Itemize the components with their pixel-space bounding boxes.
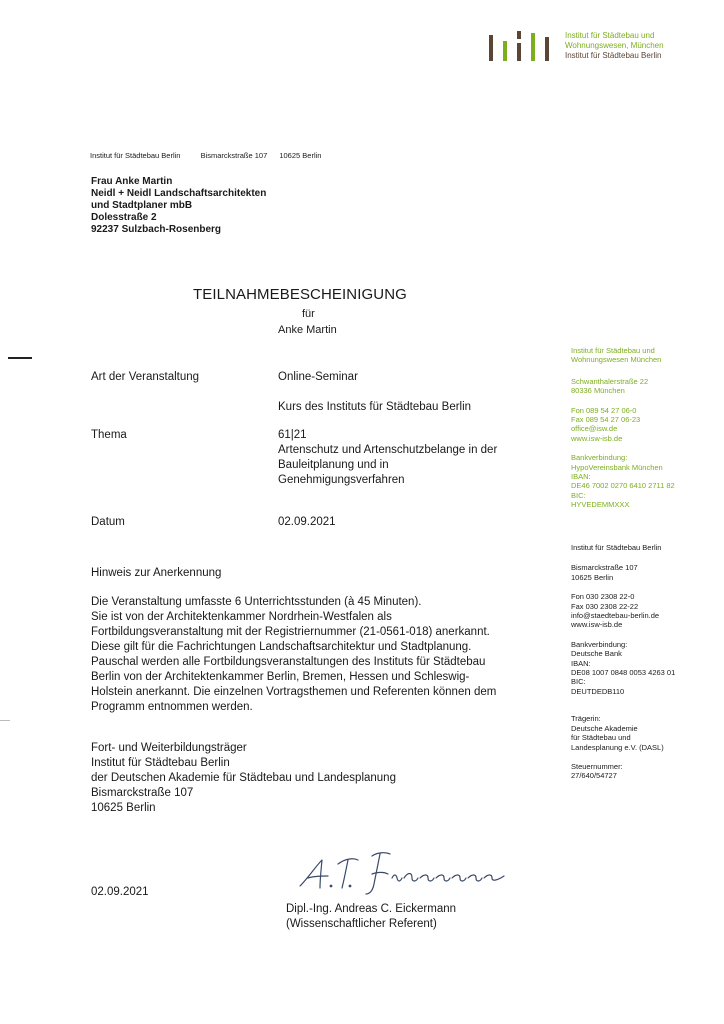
sidebar-line: DE08 1007 0848 0053 4263 01 <box>571 668 676 678</box>
punch-mark <box>0 720 10 721</box>
recognition-line: Diese gilt für die Fachrichtungen Landschaftsarchitektur und Stadtplanung. <box>91 641 472 653</box>
logo-line: Wohnungswesen, München <box>565 41 664 50</box>
provider-line: der Deutschen Akademie für Städtebau und Landesplanung <box>91 772 396 784</box>
logo-bar <box>503 41 507 61</box>
topic-line: Bauleitplanung und in <box>278 459 389 471</box>
institute-logo <box>488 29 552 63</box>
topic-label: Thema <box>91 429 127 441</box>
sidebar-line: HypoVereinsbank München <box>571 462 663 472</box>
sidebar-line: 27/640/54727 <box>571 771 617 781</box>
sidebar-line: Institut für Städtebau Berlin <box>571 543 662 552</box>
recognition-line: Sie ist von der Architektenkammer Nordrhein-Westfalen als <box>91 611 392 623</box>
sidebar-line: Bankverbindung: <box>571 453 628 463</box>
recipient-line: Dolesstraße 2 <box>91 212 157 223</box>
recognition-line: Pauschal werden alle Fortbildungsveranstaltungen des Instituts für Städtebau <box>91 656 486 668</box>
title-for: für <box>302 308 315 320</box>
sidebar-line: Fax 030 2308 22-22 <box>571 601 639 611</box>
recipient-line: Neidl + Neidl Landschaftsarchitekten <box>91 188 267 199</box>
provider-line: Institut für Städtebau Berlin <box>91 757 230 769</box>
sidebar-line: DEUTDEDB110 <box>571 686 625 696</box>
recognition-line: Fortbildungsveranstaltung mit der Registriernummer (21-0561-018) anerkannt. <box>91 626 490 638</box>
footer-date: 02.09.2021 <box>91 886 149 898</box>
sidebar-berlin <box>571 543 675 781</box>
logo-line: Institut für Städtebau und <box>565 31 655 40</box>
sidebar-line: Schwanthalerstraße 22 <box>571 376 649 386</box>
date-value: 02.09.2021 <box>278 516 336 528</box>
recognition-line: Die Veranstaltung umfasste 6 Unterrichtsstunden (à 45 Minuten). <box>91 596 422 608</box>
signer-name: Dipl.-Ing. Andreas C. Eickermann <box>286 903 457 915</box>
sidebar-line: Fon 089 54 27 06-0 <box>571 405 637 415</box>
sidebar-line: HYVEDEMMXXX <box>571 500 630 510</box>
sidebar-line: für Städtebau und <box>571 733 631 743</box>
provider-line: Fort- und Weiterbildungsträger <box>91 742 247 754</box>
sidebar-line: Institut für Städtebau und <box>571 346 655 355</box>
recognition-text <box>91 595 496 715</box>
logo-bar <box>545 37 549 61</box>
topic-line: Artenschutz und Artenschutzbelange in der <box>278 444 498 456</box>
logo-bar <box>531 33 535 61</box>
logo-bar <box>489 35 493 61</box>
sidebar-munich <box>571 346 675 510</box>
sender-street: Bismarckstraße 107 <box>200 151 268 160</box>
sidebar-line: BIC: <box>571 490 586 500</box>
sidebar-line: 10625 Berlin <box>571 572 614 582</box>
logo-bar <box>517 31 521 39</box>
provider-line: Bismarckstraße 107 <box>91 787 194 799</box>
logo-line: Institut für Städtebau Berlin <box>565 51 662 60</box>
signer-block <box>286 902 456 932</box>
sidebar-line: DE46 7002 0270 6410 2711 82 <box>571 481 675 491</box>
sender-city: 10625 Berlin <box>279 151 322 160</box>
sidebar-line: IBAN: <box>571 472 591 482</box>
recipient-line: und Stadtplaner mbB <box>91 200 193 211</box>
recipient-line: 92237 Sulzbach-Rosenberg <box>91 224 222 235</box>
sender-line <box>90 151 339 160</box>
recognition-heading: Hinweis zur Anerkennung <box>91 567 222 579</box>
signature-image <box>294 848 516 898</box>
topic-value <box>278 428 497 488</box>
sidebar-line: www.isw-isb.de <box>571 433 623 443</box>
sidebar-line: Bismarckstraße 107 <box>571 563 638 573</box>
event-type-value: Online-Seminar <box>278 371 358 383</box>
topic-line: Genehmigungsverfahren <box>278 474 405 486</box>
recipient-address <box>91 176 266 236</box>
sidebar-line: www.isw-isb.de <box>571 620 623 630</box>
document-title: TEILNAHMEBESCHEINIGUNG <box>193 286 407 303</box>
fold-mark <box>8 357 32 359</box>
date-label: Datum <box>91 516 125 528</box>
sidebar-line: Fax 089 54 27 06-23 <box>571 415 641 425</box>
participant-name: Anke Martin <box>278 324 337 336</box>
signer-role: (Wissenschaftlicher Referent) <box>286 918 437 930</box>
sidebar-line: BIC: <box>571 677 586 687</box>
provider-line: 10625 Berlin <box>91 802 156 814</box>
sender-org: Institut für Städtebau Berlin <box>90 151 181 160</box>
sidebar-line: 80336 München <box>571 386 625 396</box>
event-type-label: Art der Veranstaltung <box>91 371 200 383</box>
topic-number: 61|21 <box>278 429 307 441</box>
recipient-line: Frau Anke Martin <box>91 176 173 187</box>
sidebar-line: Deutsche Bank <box>571 649 622 659</box>
recognition-line: Programm entnommen werden. <box>91 701 253 713</box>
sidebar-line: Deutsche Akademie <box>571 723 638 733</box>
sidebar-line: IBAN: <box>571 658 591 668</box>
logo-bar <box>517 43 521 61</box>
sidebar-line: Fon 030 2308 22-0 <box>571 592 635 602</box>
sidebar-line: info@staedtebau-berlin.de <box>571 611 660 621</box>
sidebar-line: office@isw.de <box>571 424 618 434</box>
provider-block <box>91 741 396 816</box>
sidebar-line: Steuernummer: <box>571 761 623 771</box>
sidebar-line: Bankverbindung: <box>571 639 628 649</box>
recognition-line: Berlin von der Architektenkammer Berlin, Bremen, Hessen und Schleswig- <box>91 671 470 683</box>
recognition-line: Holstein anerkannt. Die einzelnen Vortragsthemen und Referenten können dem <box>91 686 497 698</box>
course-value: Kurs des Instituts für Städtebau Berlin <box>278 401 472 413</box>
logo-text <box>565 31 664 61</box>
sidebar-line: Wohnungswesen München <box>571 355 662 365</box>
sidebar-line: Landesplanung e.V. (DASL) <box>571 742 664 752</box>
sidebar-line: Trägerin: <box>571 714 601 724</box>
